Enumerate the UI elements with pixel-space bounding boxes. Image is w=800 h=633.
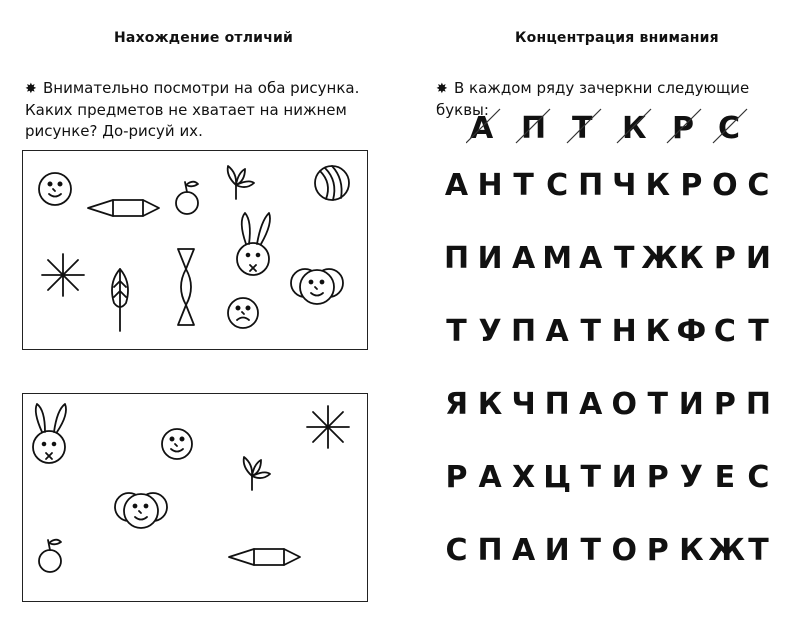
grid-letter[interactable]: И bbox=[477, 241, 503, 276]
grid-letter[interactable]: А bbox=[579, 387, 603, 422]
grid-letter[interactable]: И bbox=[611, 460, 637, 495]
grid-letter[interactable]: Р bbox=[646, 460, 669, 495]
grid-letter[interactable]: Н bbox=[477, 168, 503, 203]
grid-letter[interactable]: Ц bbox=[543, 460, 572, 495]
grid-letter[interactable]: Т bbox=[580, 533, 601, 568]
grid-letter[interactable]: Р bbox=[713, 387, 736, 422]
grid-letter[interactable]: И bbox=[745, 241, 771, 276]
grid-letter[interactable]: Т bbox=[748, 533, 769, 568]
target-letter: П bbox=[521, 111, 547, 146]
grid-letter[interactable]: Х bbox=[512, 460, 536, 495]
grid-letter[interactable]: Н bbox=[611, 314, 637, 349]
grid-letter[interactable]: Ж bbox=[641, 241, 679, 276]
grid-letter[interactable]: К bbox=[645, 168, 671, 203]
letter-row bbox=[440, 460, 775, 533]
grid-letter[interactable]: К bbox=[679, 241, 704, 276]
grid-letter[interactable]: Р bbox=[713, 241, 736, 276]
snowflake-icon bbox=[307, 406, 349, 448]
grid-letter[interactable]: Ж bbox=[708, 533, 746, 568]
bunny-face-icon bbox=[237, 213, 270, 275]
apple-icon bbox=[176, 182, 198, 214]
left-page-title: Нахождение отличий bbox=[114, 30, 294, 46]
target-letter: Т bbox=[572, 111, 593, 146]
letter-row bbox=[440, 314, 775, 387]
bunny-face-icon bbox=[33, 404, 66, 463]
candy-horizontal-icon bbox=[229, 549, 300, 565]
grid-letter[interactable]: П bbox=[578, 168, 604, 203]
grid-letter[interactable]: Р bbox=[646, 533, 669, 568]
grid-letter[interactable]: Т bbox=[647, 387, 669, 422]
grid-letter[interactable]: О bbox=[611, 387, 637, 422]
strike-mark bbox=[713, 109, 747, 143]
strike-mark bbox=[516, 109, 550, 143]
bear-face-icon bbox=[291, 269, 343, 304]
target-letter: К bbox=[622, 111, 647, 146]
grid-letter[interactable]: Ф bbox=[676, 314, 707, 349]
snowflake-icon bbox=[42, 254, 84, 296]
grid-letter[interactable]: П bbox=[443, 241, 470, 276]
ball-icon bbox=[315, 166, 349, 200]
grid-letter[interactable]: Р bbox=[445, 460, 468, 495]
grid-letter[interactable]: П bbox=[511, 314, 537, 349]
strike-mark bbox=[617, 109, 651, 143]
letter-row bbox=[440, 533, 775, 606]
strike-mark bbox=[667, 109, 701, 143]
grid-letter[interactable]: Е bbox=[714, 460, 736, 495]
asterisk-bullet-icon: ✸ bbox=[25, 81, 37, 97]
letter-grid bbox=[440, 168, 775, 606]
grid-letter[interactable]: К bbox=[679, 533, 704, 568]
grid-letter[interactable]: У bbox=[679, 460, 703, 495]
leaf-icon bbox=[112, 269, 128, 331]
right-instruction-text: В каждом ряду зачеркни следующие буквы: bbox=[436, 79, 750, 119]
grid-letter[interactable]: С bbox=[713, 314, 736, 349]
target-letter: С bbox=[718, 111, 741, 146]
grid-letter[interactable]: С bbox=[445, 533, 468, 568]
asterisk-bullet-icon: ✸ bbox=[436, 81, 448, 97]
grid-letter[interactable]: Я bbox=[444, 387, 469, 422]
grid-letter[interactable]: У bbox=[478, 314, 502, 349]
grid-letter[interactable]: А bbox=[478, 460, 502, 495]
bottom-picture-frame bbox=[22, 393, 368, 602]
apple-icon bbox=[39, 540, 61, 572]
grid-letter[interactable]: Т bbox=[614, 241, 635, 276]
top-picture-frame bbox=[22, 150, 368, 350]
target-letter: А bbox=[470, 111, 494, 146]
target-letter: Р bbox=[672, 111, 694, 146]
right-page-title: Концентрация внимания bbox=[515, 30, 719, 46]
grid-letter[interactable]: И bbox=[678, 387, 704, 422]
grid-letter[interactable]: Т bbox=[580, 460, 601, 495]
left-instruction-text: Внимательно посмотри на оба рисунка. Каких предметов не хватает на нижнем рисунке? До-рисуй их. bbox=[25, 79, 360, 140]
grid-letter[interactable]: М bbox=[542, 241, 573, 276]
grid-letter[interactable]: К bbox=[477, 387, 503, 422]
target-letters-row bbox=[466, 103, 756, 151]
grid-letter[interactable]: А bbox=[545, 314, 569, 349]
grid-letter[interactable]: С bbox=[747, 168, 770, 203]
grid-letter[interactable]: Т bbox=[580, 314, 601, 349]
strike-mark bbox=[466, 109, 500, 143]
grid-letter[interactable]: П bbox=[477, 533, 503, 568]
grid-letter[interactable]: Т bbox=[446, 314, 467, 349]
candy-vertical-icon bbox=[178, 249, 194, 325]
smiley-face-icon bbox=[39, 173, 71, 205]
grid-letter[interactable]: Р bbox=[680, 168, 703, 203]
grid-letter[interactable]: Ч bbox=[612, 168, 637, 203]
grid-letter[interactable]: А bbox=[511, 533, 536, 568]
grid-letter[interactable]: А bbox=[511, 241, 536, 276]
grid-letter[interactable]: К bbox=[645, 314, 671, 349]
grid-letter[interactable]: О bbox=[611, 533, 637, 568]
left-instruction bbox=[25, 78, 370, 142]
strike-mark bbox=[567, 109, 601, 143]
grid-letter[interactable]: А bbox=[579, 241, 603, 276]
grid-letter[interactable]: П bbox=[544, 387, 570, 422]
grid-letter[interactable]: О bbox=[712, 168, 738, 203]
grid-letter[interactable]: С bbox=[747, 460, 770, 495]
smiley-face-icon bbox=[162, 429, 192, 459]
grid-letter[interactable]: Т bbox=[513, 168, 534, 203]
grid-letter[interactable]: П bbox=[745, 387, 771, 422]
grid-letter[interactable]: А bbox=[444, 168, 469, 203]
letter-row bbox=[440, 387, 775, 460]
flower-sprout-icon bbox=[228, 166, 254, 199]
flower-sprout-icon bbox=[244, 457, 270, 490]
grid-letter[interactable]: Ч bbox=[511, 387, 536, 422]
letter-row bbox=[440, 241, 775, 314]
grid-letter[interactable]: Т bbox=[748, 314, 769, 349]
grid-letter[interactable]: С bbox=[546, 168, 569, 203]
grid-letter[interactable]: И bbox=[544, 533, 570, 568]
letter-row bbox=[440, 168, 775, 241]
sad-face-icon bbox=[228, 298, 258, 328]
bear-face-icon bbox=[115, 493, 167, 528]
candy-horizontal-icon bbox=[88, 200, 159, 216]
